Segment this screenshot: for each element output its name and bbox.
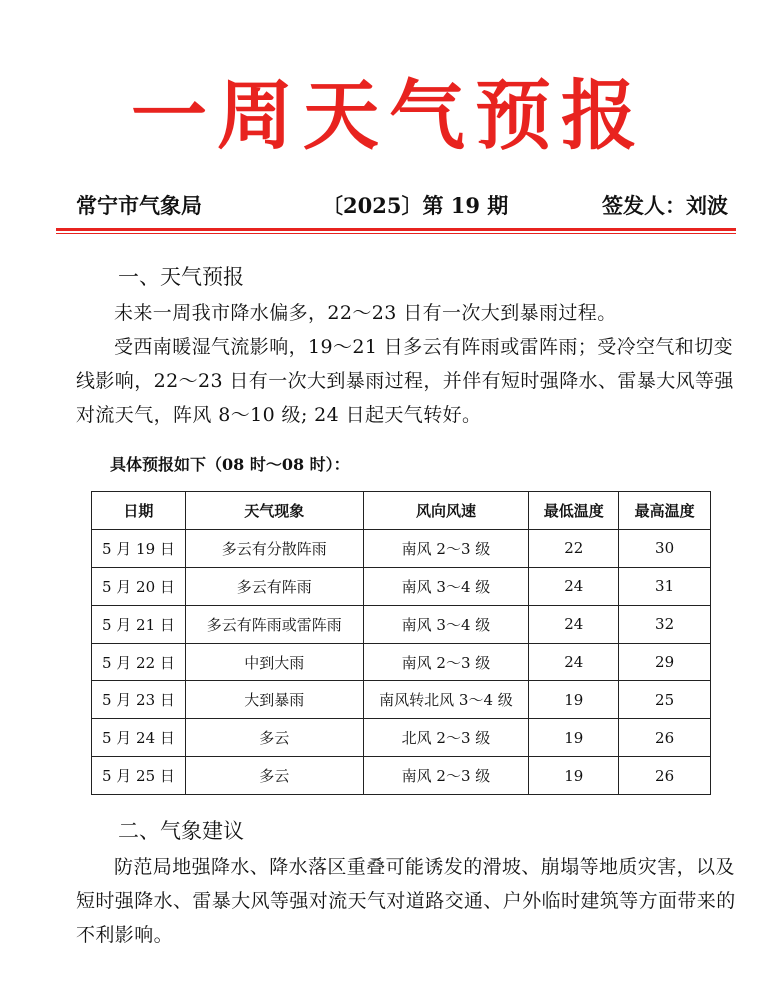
cell-date: 5 月 19 日: [92, 529, 186, 567]
header-min-temp: 最低温度: [529, 492, 619, 530]
header-date: 日期: [92, 492, 186, 530]
forecast-paragraph: 未来一周我市降水偏多，22～23 日有一次大到暴雨过程。: [114, 302, 617, 324]
cell-max-temp: 26: [619, 757, 711, 795]
cell-wind: 南风转北风 3～4 级: [363, 681, 529, 719]
table-caption: 具体预报如下（08 时～08 时）：: [110, 455, 350, 474]
cell-max-temp: 31: [619, 567, 711, 605]
cell-date: 5 月 23 日: [92, 681, 186, 719]
cell-min-temp: 24: [529, 605, 619, 643]
advice-text: [76, 850, 740, 952]
table-row: [92, 681, 711, 719]
table-row: [92, 757, 711, 795]
cell-min-temp: 19: [529, 719, 619, 757]
cell-weather: 大到暴雨: [185, 681, 363, 719]
cell-max-temp: 29: [619, 643, 711, 681]
cell-weather: 中到大雨: [185, 643, 363, 681]
table-row: [92, 643, 711, 681]
header-max-temp: 最高温度: [619, 492, 711, 530]
forecast-text: [76, 296, 740, 432]
cell-weather: 多云: [185, 719, 363, 757]
page-title: 一周天气预报: [131, 71, 647, 160]
header-divider: [56, 228, 736, 231]
cell-max-temp: 25: [619, 681, 711, 719]
cell-min-temp: 19: [529, 681, 619, 719]
cell-wind: 南风 3～4 级: [363, 567, 529, 605]
cell-max-temp: 26: [619, 719, 711, 757]
cell-min-temp: 24: [529, 567, 619, 605]
forecast-paragraph: 受西南暖湿气流影响，19～21 日多云有阵雨或雷阵雨；受冷空气和切变线影响，22～23 日有一次大到暴雨过程，并伴有短时强降水、雷暴大风等强对流天气，阵风 8～10 级; 24 日起天气转好。: [76, 336, 734, 426]
issue-header: [76, 190, 728, 222]
issue-number: 〔2025〕第 19 期: [322, 193, 509, 218]
cell-date: 5 月 22 日: [92, 643, 186, 681]
cell-wind: 南风 2～3 级: [363, 529, 529, 567]
cell-min-temp: 22: [529, 529, 619, 567]
advice-paragraph: 防范局地强降水、降水落区重叠可能诱发的滑坡、崩塌等地质灾害，以及短时强降水、雷暴大风等强对流天气对道路交通、户外临时建筑等方面带来的不利影响。: [76, 856, 736, 946]
cell-weather: 多云有分散阵雨: [185, 529, 363, 567]
header-wind: 风向风速: [363, 492, 529, 530]
cell-wind: 南风 2～3 级: [363, 643, 529, 681]
cell-date: 5 月 21 日: [92, 605, 186, 643]
signer: 签发人：刘波: [602, 193, 728, 218]
cell-weather: 多云有阵雨: [185, 567, 363, 605]
cell-max-temp: 30: [619, 529, 711, 567]
table-header-row: [92, 492, 711, 530]
table-row: [92, 567, 711, 605]
section-heading-forecast: 一、天气预报: [118, 265, 244, 289]
cell-date: 5 月 24 日: [92, 719, 186, 757]
cell-min-temp: 19: [529, 757, 619, 795]
header-divider-thin: [56, 233, 736, 234]
table-row: [92, 529, 711, 567]
cell-date: 5 月 25 日: [92, 757, 186, 795]
cell-date: 5 月 20 日: [92, 567, 186, 605]
cell-weather: 多云: [185, 757, 363, 795]
issuing-organization: 常宁市气象局: [76, 193, 202, 218]
table-row: [92, 605, 711, 643]
forecast-table: [91, 491, 711, 795]
cell-wind: 南风 3～4 级: [363, 605, 529, 643]
header-weather: 天气现象: [185, 492, 363, 530]
cell-min-temp: 24: [529, 643, 619, 681]
cell-wind: 北风 2～3 级: [363, 719, 529, 757]
cell-wind: 南风 2～3 级: [363, 757, 529, 795]
section-heading-advice: 二、气象建议: [118, 819, 244, 843]
cell-max-temp: 32: [619, 605, 711, 643]
table-row: [92, 719, 711, 757]
cell-weather: 多云有阵雨或雷阵雨: [185, 605, 363, 643]
